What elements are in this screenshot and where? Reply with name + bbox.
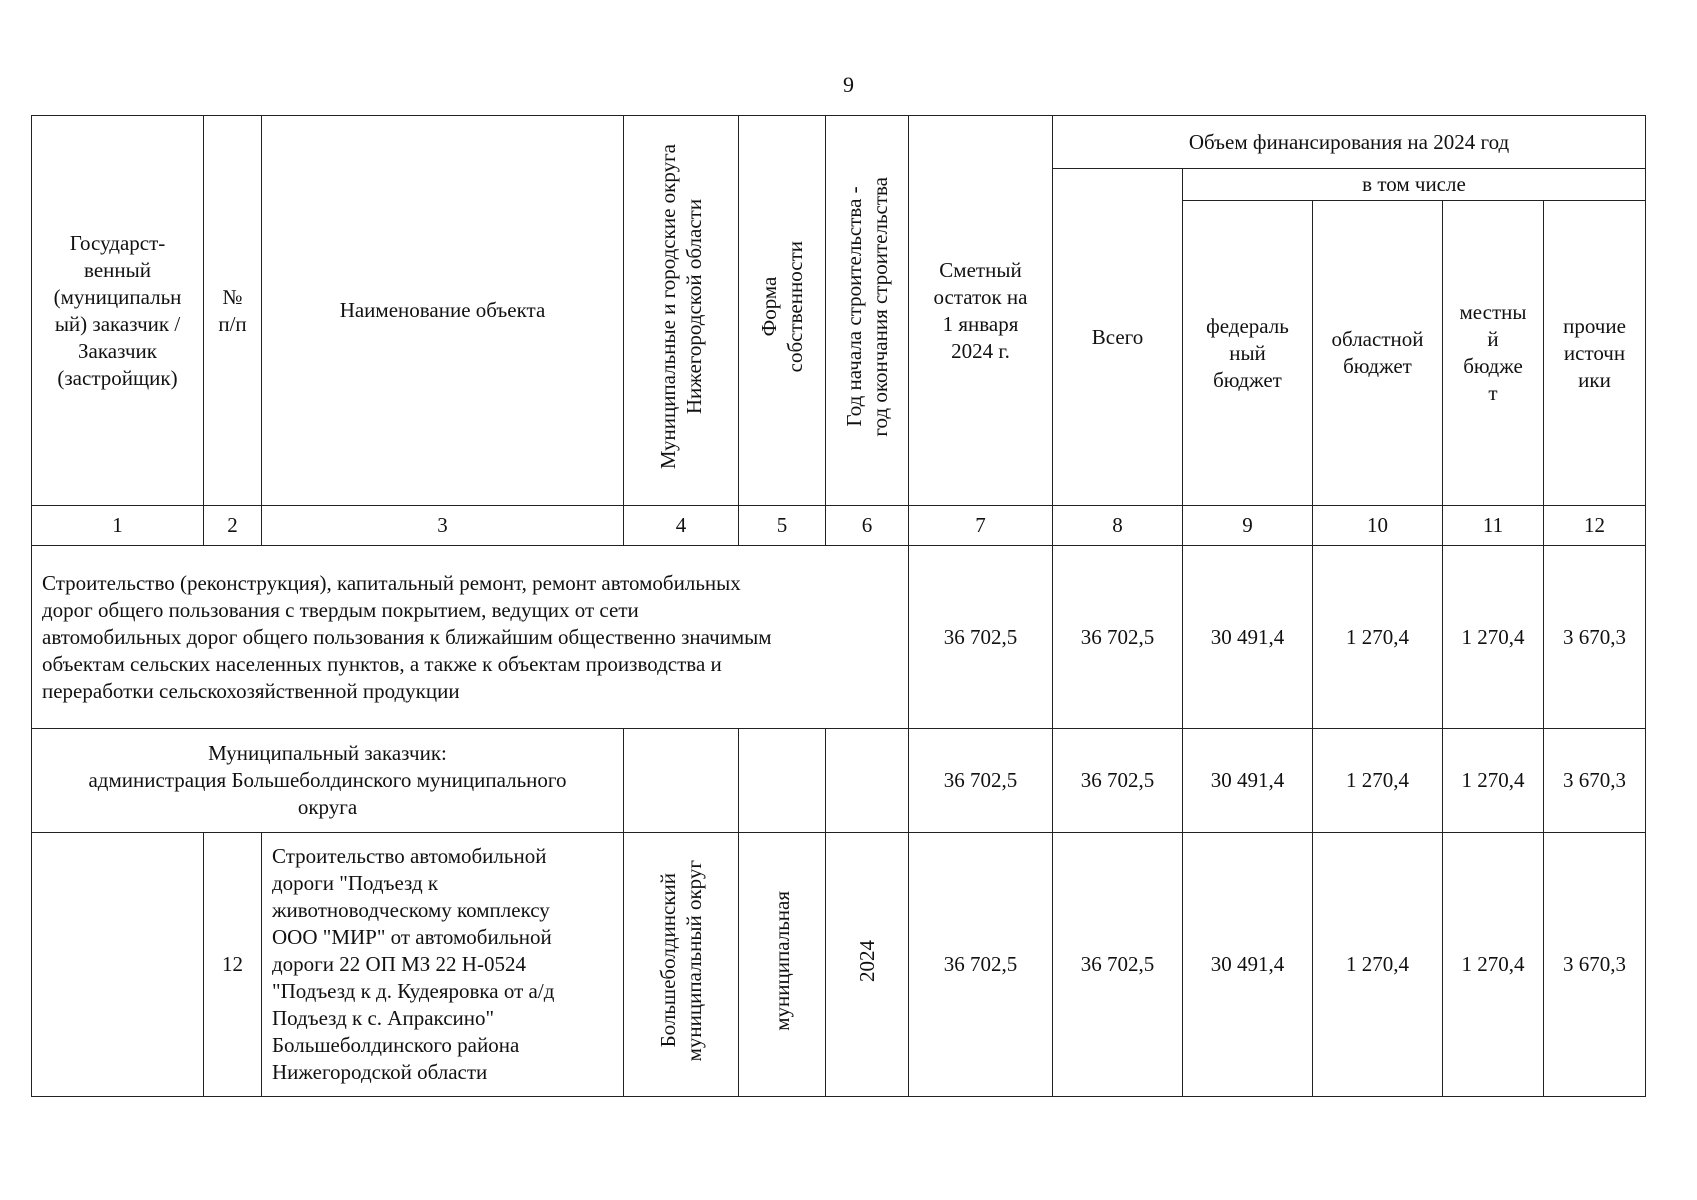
section-federal: 30 491,4 bbox=[1183, 546, 1313, 729]
customer-row bbox=[32, 729, 1646, 833]
customer-title-text: Муниципальный заказчик: администрация Большеболдинского муниципального округа bbox=[88, 741, 567, 819]
column-number: 2 bbox=[204, 506, 262, 546]
customer-empty-cell bbox=[826, 729, 909, 833]
object-district-text: Большеболдинский муниципальный округ bbox=[656, 860, 706, 1062]
column-number: 7 bbox=[909, 506, 1053, 546]
column-number: 3 bbox=[262, 506, 624, 546]
header-federal bbox=[1183, 201, 1313, 506]
customer-title bbox=[32, 729, 624, 833]
header-including-text: в том числе bbox=[1362, 172, 1466, 196]
object-other: 3 670,3 bbox=[1544, 833, 1646, 1097]
section-other: 3 670,3 bbox=[1544, 546, 1646, 729]
header-estimated-balance-text: Сметный остаток на 1 января 2024 г. bbox=[933, 257, 1028, 363]
column-number: 12 bbox=[1544, 506, 1646, 546]
customer-estimated-balance: 36 702,5 bbox=[909, 729, 1053, 833]
customer-total: 36 702,5 bbox=[1053, 729, 1183, 833]
column-number: 10 bbox=[1313, 506, 1443, 546]
section-title bbox=[32, 546, 909, 729]
header-districts bbox=[624, 116, 739, 506]
header-total bbox=[1053, 169, 1183, 506]
object-years-text: 2024 bbox=[855, 940, 879, 982]
column-number: 1 bbox=[32, 506, 204, 546]
header-estimated-balance bbox=[909, 116, 1053, 506]
object-row bbox=[32, 833, 1646, 1097]
header-funding-volume bbox=[1053, 116, 1646, 169]
column-number: 5 bbox=[739, 506, 826, 546]
header-object-name bbox=[262, 116, 624, 506]
header-customer bbox=[32, 116, 204, 506]
header-ownership-text: Форма собственности bbox=[757, 241, 807, 373]
header-total-text: Всего bbox=[1091, 324, 1144, 349]
object-district bbox=[624, 833, 739, 1097]
customer-empty-cell bbox=[739, 729, 826, 833]
section-regional: 1 270,4 bbox=[1313, 546, 1443, 729]
object-customer-cell bbox=[32, 833, 204, 1097]
customer-federal: 30 491,4 bbox=[1183, 729, 1313, 833]
object-years bbox=[826, 833, 909, 1097]
header-customer-text: Государст- венный (муниципальн ый) заказчик / Заказчик (застройщик) bbox=[53, 230, 182, 390]
header-construction-years-text: Год начала строительства - год окончания строительства bbox=[842, 177, 892, 437]
column-number: 8 bbox=[1053, 506, 1183, 546]
object-federal: 30 491,4 bbox=[1183, 833, 1313, 1097]
column-numbers-row bbox=[32, 506, 1646, 546]
header-federal-text: федераль ный бюджет bbox=[1206, 313, 1289, 392]
header-regional bbox=[1313, 201, 1443, 506]
column-number: 6 bbox=[826, 506, 909, 546]
header-local-text: местны й бюдже т bbox=[1459, 300, 1527, 405]
object-no: 12 bbox=[204, 833, 262, 1097]
header-local bbox=[1443, 201, 1544, 506]
header-funding-volume-text: Объем финансирования на 2024 год bbox=[1188, 129, 1510, 154]
object-ownership-text: муниципальная bbox=[770, 891, 794, 1031]
object-name bbox=[262, 833, 624, 1097]
object-total: 36 702,5 bbox=[1053, 833, 1183, 1097]
header-regional-text: областной бюджет bbox=[1331, 327, 1424, 378]
section-row bbox=[32, 546, 1646, 729]
customer-other: 3 670,3 bbox=[1544, 729, 1646, 833]
header-object-name-text: Наименование объекта bbox=[339, 298, 546, 322]
object-name-text: Строительство автомобильной дороги "Подъезд к животноводческому комплексу ООО "МИР" от автомобильной дороги 22 ОП МЗ 22 Н-0524 "Подъезд к д. Кудеяровка от а/д Подъезд к с. Апраксино" Большеболдинского района Нижегородской области bbox=[272, 844, 555, 1084]
financing-table bbox=[31, 115, 1646, 1097]
header-other-text: прочие источн ики bbox=[1563, 313, 1626, 392]
header-construction-years bbox=[826, 116, 909, 506]
header-item-no-text: № п/п bbox=[218, 284, 247, 336]
section-estimated-balance: 36 702,5 bbox=[909, 546, 1053, 729]
customer-regional: 1 270,4 bbox=[1313, 729, 1443, 833]
column-number: 4 bbox=[624, 506, 739, 546]
header-other bbox=[1544, 201, 1646, 506]
header-ownership bbox=[739, 116, 826, 506]
header-including bbox=[1183, 169, 1646, 201]
customer-local: 1 270,4 bbox=[1443, 729, 1544, 833]
header-item-no bbox=[204, 116, 262, 506]
section-total: 36 702,5 bbox=[1053, 546, 1183, 729]
customer-empty-cell bbox=[624, 729, 739, 833]
column-number: 9 bbox=[1183, 506, 1313, 546]
object-local: 1 270,4 bbox=[1443, 833, 1544, 1097]
column-number: 11 bbox=[1443, 506, 1544, 546]
header-districts-text: Муниципальные и городские округа Нижегородской области bbox=[656, 144, 706, 470]
object-regional: 1 270,4 bbox=[1313, 833, 1443, 1097]
section-local: 1 270,4 bbox=[1443, 546, 1544, 729]
object-estimated-balance: 36 702,5 bbox=[909, 833, 1053, 1097]
page-number: 9 bbox=[843, 72, 854, 97]
object-ownership bbox=[739, 833, 826, 1097]
section-title-text: Строительство (реконструкция), капитальный ремонт, ремонт автомобильных дорог общего пользования с твердым покрытием, ведущих от сети автомобильных дорог общего пользования к ближайшим общественно значимым объектам сельских населенных пунктов, а также к объектам производства и переработки сельскохозяйственной продукции bbox=[42, 570, 772, 703]
